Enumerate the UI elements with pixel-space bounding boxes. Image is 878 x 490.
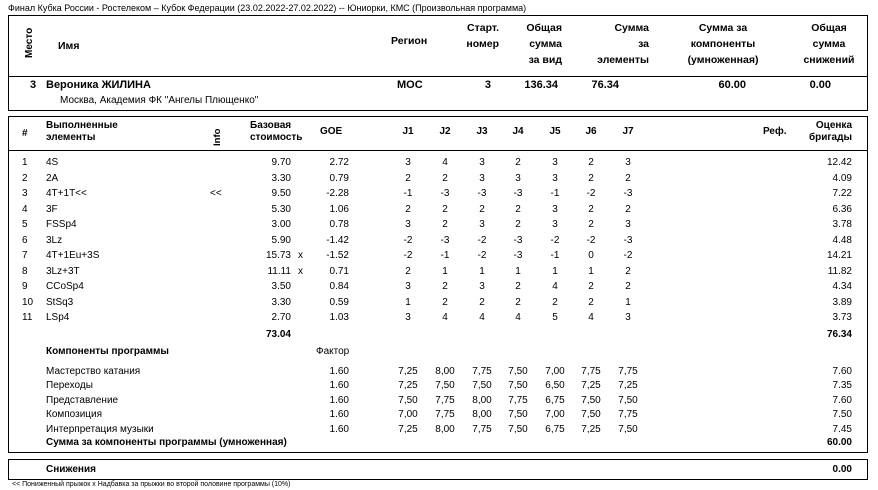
- element-judge-5: 4: [552, 281, 558, 292]
- footnote-text: << Пониженный прыжок x Надбавка за прыжки во второй половине программы (10%): [12, 481, 291, 488]
- element-judge-6: 2: [588, 281, 594, 292]
- element-judge-2: -3: [440, 188, 450, 199]
- element-judge-2: 4: [442, 312, 448, 323]
- component-judge-4: 7,50: [508, 423, 528, 435]
- element-judge-4: 4: [515, 312, 521, 323]
- judge-header-4: J4: [512, 126, 524, 137]
- skater-elements: 76.34: [591, 79, 619, 91]
- element-judge-5: -1: [550, 250, 560, 261]
- element-judge-7: 2: [625, 265, 631, 277]
- element-number: 6: [22, 234, 28, 246]
- element-judge-2: 2: [442, 172, 448, 184]
- element-judge-3: 3: [479, 172, 485, 184]
- element-goe: 2.72: [329, 157, 349, 168]
- skater-deductions: 0.00: [809, 79, 831, 91]
- element-code: FSSp4: [46, 219, 77, 230]
- component-name: Мастерство катания: [46, 366, 141, 377]
- element-row: [0, 264, 878, 279]
- element-judge-2: -1: [440, 250, 450, 261]
- components-total: 60.00: [826, 437, 852, 448]
- component-judge-2: 8,00: [435, 423, 455, 435]
- element-panel-score: 3.89: [832, 296, 852, 308]
- element-judge-6: -2: [586, 188, 596, 199]
- element-judge-1: 1: [405, 296, 411, 308]
- element-row: [0, 186, 878, 201]
- element-base-value: 5.90: [271, 234, 291, 246]
- element-judge-4: -3: [513, 188, 523, 199]
- component-judge-3: 8,00: [472, 394, 492, 406]
- element-base-value: 9.50: [271, 188, 291, 199]
- element-judge-4: -3: [513, 234, 523, 246]
- element-number: 7: [22, 250, 28, 261]
- element-judge-4: 2: [515, 157, 521, 168]
- skater-total: 136.34: [524, 79, 558, 91]
- element-judge-6: 2: [588, 296, 594, 308]
- name-label: Имя: [58, 40, 80, 52]
- element-judge-1: 3: [405, 219, 411, 230]
- col-elements: Выполненные элементы: [46, 120, 118, 143]
- element-goe: -1.52: [326, 250, 349, 261]
- element-row: [0, 248, 878, 263]
- element-judge-7: 3: [625, 312, 631, 323]
- skater-club: Москва, Академия ФК "Ангелы Плющенко": [60, 95, 259, 106]
- element-row: [0, 217, 878, 232]
- element-panel-score: 14.21: [826, 250, 852, 261]
- element-judge-3: 4: [479, 312, 485, 323]
- element-judge-5: 3: [552, 219, 558, 230]
- element-base-value: 3.50: [271, 281, 291, 292]
- element-judge-7: 3: [625, 219, 631, 230]
- element-judge-6: 0: [588, 250, 594, 261]
- elements-score-total: 76.34: [826, 329, 852, 340]
- element-panel-score: 4.34: [832, 281, 852, 292]
- component-judge-5: 6,75: [545, 394, 565, 406]
- element-panel-score: 3.78: [832, 219, 852, 230]
- component-judge-2: 7,50: [435, 380, 455, 392]
- component-judge-6: 7,75: [581, 366, 601, 377]
- element-goe: 0.84: [329, 281, 349, 292]
- element-judge-1: 2: [405, 203, 411, 215]
- component-score: 7.35: [832, 380, 852, 392]
- element-judge-5: -2: [550, 234, 560, 246]
- component-row: [0, 393, 878, 408]
- element-base-value: 15.73: [265, 250, 291, 261]
- element-number: 1: [22, 157, 28, 168]
- element-judge-5: 3: [552, 203, 558, 215]
- deductions-sum-label: Общая сумма снижений: [803, 22, 855, 66]
- element-code: 3Lz: [46, 234, 63, 246]
- element-row: [0, 171, 878, 186]
- element-judge-2: -3: [440, 234, 450, 246]
- element-judge-7: 1: [625, 296, 631, 308]
- element-judge-7: 2: [625, 172, 631, 184]
- component-factor: 1.60: [329, 394, 349, 406]
- element-judge-2: 2: [442, 281, 448, 292]
- element-number: 11: [22, 312, 33, 323]
- element-panel-score: 4.09: [832, 172, 852, 184]
- component-judge-1: 7,25: [398, 380, 418, 392]
- component-name: Интерпретация музыки: [46, 423, 154, 435]
- judge-header-7: J7: [622, 126, 634, 137]
- start-label: Старт. номер: [466, 22, 499, 50]
- component-score: 7.60: [832, 366, 852, 377]
- component-judge-7: 7,75: [618, 409, 638, 421]
- element-judge-1: -1: [403, 188, 413, 199]
- component-judge-5: 6,50: [545, 380, 565, 392]
- components-sum-label: Сумма за компоненты (умноженная): [687, 22, 759, 66]
- element-code: 3Lz+3T: [46, 265, 80, 277]
- judge-header-1: J1: [402, 126, 414, 137]
- col-goe: GOE: [320, 126, 343, 137]
- col-panel: Оценка бригады: [808, 120, 852, 143]
- component-judge-7: 7,50: [618, 423, 638, 435]
- col-info: Info: [212, 128, 223, 146]
- deductions-value: 0.00: [832, 464, 852, 475]
- element-panel-score: 4.48: [832, 234, 852, 246]
- component-judge-6: 7,50: [581, 394, 601, 406]
- element-code: 2A: [46, 172, 59, 184]
- element-judge-3: 3: [479, 157, 485, 168]
- component-score: 7.50: [832, 409, 852, 421]
- col-base: Базовая стоимость: [250, 120, 303, 143]
- component-name: Композиция: [46, 409, 103, 421]
- element-judge-7: -3: [623, 188, 633, 199]
- element-judge-4: 2: [515, 296, 521, 308]
- element-judge-1: 2: [405, 265, 411, 277]
- element-judge-4: 3: [515, 172, 521, 184]
- element-bonus-mark: x: [298, 265, 303, 277]
- component-score: 7.45: [832, 423, 852, 435]
- component-row: [0, 378, 878, 393]
- element-judge-3: 3: [479, 219, 485, 230]
- component-judge-2: 7,75: [435, 394, 455, 406]
- element-row: [0, 279, 878, 294]
- element-judge-6: 2: [588, 219, 594, 230]
- element-judge-1: 3: [405, 312, 411, 323]
- event-title: Финал Кубка России - Ростелеком – Кубок Федерации (23.02.2022-27.02.2022) -- Юниорки, КМС (Произвольная программа): [8, 3, 527, 13]
- element-judge-6: 2: [588, 172, 594, 184]
- element-number: 10: [22, 296, 34, 308]
- element-judge-3: -2: [477, 250, 487, 261]
- component-name: Представление: [46, 394, 119, 406]
- element-judge-1: 2: [405, 172, 411, 184]
- judge-header-5: J5: [549, 126, 561, 137]
- element-judge-2: 4: [442, 157, 448, 168]
- element-goe: 0.78: [329, 219, 349, 230]
- component-judge-5: 7,00: [545, 366, 565, 377]
- element-judge-2: 2: [442, 203, 448, 215]
- element-judge-2: 1: [442, 265, 448, 277]
- rank-label: Место: [24, 27, 35, 58]
- element-judge-5: 1: [552, 265, 558, 277]
- element-number: 8: [22, 265, 28, 277]
- component-judge-3: 7,50: [472, 380, 492, 392]
- component-judge-6: 7,25: [581, 423, 601, 435]
- component-judge-7: 7,50: [618, 394, 638, 406]
- component-judge-5: 6,75: [545, 423, 565, 435]
- component-judge-6: 7,25: [581, 380, 601, 392]
- element-judge-4: -3: [513, 250, 523, 261]
- component-score: 7.60: [832, 394, 852, 406]
- element-panel-score: 12.42: [826, 157, 852, 168]
- element-base-value: 11.11: [267, 265, 291, 277]
- element-code: 4T+1T<<: [46, 188, 87, 199]
- component-judge-1: 7,50: [398, 394, 418, 406]
- element-goe: -2.28: [326, 188, 349, 199]
- element-code: LSp4: [46, 312, 70, 323]
- component-judge-7: 7,25: [618, 380, 638, 392]
- element-judge-5: 3: [552, 172, 558, 184]
- skater-rank: 3: [30, 79, 37, 91]
- element-number: 3: [22, 188, 28, 199]
- judge-header-3: J3: [476, 126, 488, 137]
- element-panel-score: 6.36: [832, 203, 852, 215]
- element-judge-3: -3: [477, 188, 487, 199]
- base-total: 73.04: [265, 329, 291, 340]
- element-goe: 1.03: [329, 312, 349, 323]
- element-number: 2: [22, 172, 28, 184]
- element-judge-6: 2: [588, 157, 594, 168]
- element-base-value: 3.30: [271, 296, 291, 308]
- element-judge-7: -3: [623, 234, 633, 246]
- element-number: 9: [22, 281, 28, 292]
- element-base-value: 9.70: [271, 157, 291, 168]
- element-row: [0, 295, 878, 310]
- component-judge-3: 7,75: [472, 423, 492, 435]
- component-judge-4: 7,75: [508, 394, 528, 406]
- element-judge-1: 3: [405, 281, 411, 292]
- component-factor: 1.60: [329, 380, 349, 392]
- factor-label: Фактор: [316, 346, 350, 357]
- component-judge-3: 8,00: [472, 409, 492, 421]
- component-judge-7: 7,75: [618, 366, 638, 377]
- element-judge-5: 3: [552, 157, 558, 168]
- element-judge-6: 4: [588, 312, 594, 323]
- component-row: [0, 422, 878, 437]
- element-row: [0, 155, 878, 170]
- deductions-label: Снижения: [46, 464, 96, 475]
- elements-sum-label: Сумма за элементы: [597, 22, 649, 66]
- judge-header-6: J6: [585, 126, 597, 137]
- element-judge-5: -1: [550, 188, 560, 199]
- component-judge-2: 7,75: [435, 409, 455, 421]
- element-judge-3: 1: [479, 265, 485, 277]
- element-judge-7: 3: [625, 157, 631, 168]
- col-num: #: [22, 128, 28, 139]
- component-judge-4: 7,50: [508, 366, 528, 377]
- deductions-box: [8, 459, 868, 480]
- element-judge-4: 1: [515, 265, 521, 277]
- component-judge-1: 7,25: [398, 366, 418, 377]
- components-title: Компоненты программы: [46, 346, 169, 357]
- judge-header-2: J2: [439, 126, 451, 137]
- total-label: Общая сумма за вид: [526, 22, 562, 66]
- element-judge-6: -2: [586, 234, 596, 246]
- element-judge-3: -2: [477, 234, 487, 246]
- skater-name: Вероника ЖИЛИНА: [46, 79, 151, 91]
- element-base-value: 5.30: [271, 203, 291, 215]
- component-judge-5: 7,00: [545, 409, 565, 421]
- element-judge-7: 2: [625, 203, 631, 215]
- element-judge-1: 3: [405, 157, 411, 168]
- element-row: [0, 233, 878, 248]
- element-number: 4: [22, 203, 28, 215]
- element-judge-2: 2: [442, 296, 448, 308]
- element-panel-score: 7.22: [832, 188, 852, 199]
- element-goe: 0.59: [329, 296, 349, 308]
- region-label: Регион: [391, 35, 428, 47]
- element-code: CCoSp4: [46, 281, 84, 292]
- element-judge-4: 2: [515, 281, 521, 292]
- component-name: Переходы: [46, 380, 93, 392]
- element-code: 3F: [46, 203, 58, 215]
- element-judge-5: 5: [552, 312, 558, 323]
- element-judge-3: 2: [479, 296, 485, 308]
- element-goe: 0.79: [329, 172, 349, 184]
- component-judge-4: 7,50: [508, 380, 528, 392]
- element-judge-4: 2: [515, 219, 521, 230]
- element-info: <<: [210, 188, 222, 199]
- element-code: StSq3: [46, 296, 74, 308]
- element-judge-2: 2: [442, 219, 448, 230]
- element-judge-7: 2: [625, 281, 631, 292]
- element-judge-1: -2: [403, 250, 413, 261]
- element-code: 4S: [46, 157, 59, 168]
- element-judge-1: -2: [403, 234, 413, 246]
- component-factor: 1.60: [329, 423, 349, 435]
- element-judge-5: 2: [552, 296, 558, 308]
- element-judge-6: 1: [588, 265, 594, 277]
- component-factor: 1.60: [329, 366, 349, 377]
- component-judge-4: 7,50: [508, 409, 528, 421]
- element-panel-score: 11.82: [827, 265, 852, 277]
- element-judge-6: 2: [588, 203, 594, 215]
- element-base-value: 3.30: [271, 172, 291, 184]
- components-total-label: Сумма за компоненты программы (умноженная): [46, 437, 287, 448]
- element-goe: -1.42: [326, 234, 349, 246]
- element-row: [0, 310, 878, 325]
- component-row: [0, 407, 878, 422]
- element-judge-7: -2: [623, 250, 633, 261]
- element-judge-4: 2: [515, 203, 521, 215]
- element-goe: 1.06: [329, 203, 349, 215]
- element-bonus-mark: x: [298, 250, 303, 261]
- element-number: 5: [22, 219, 28, 230]
- element-base-value: 3.00: [271, 219, 291, 230]
- skater-region: МОС: [397, 79, 423, 91]
- component-row: [0, 364, 878, 379]
- component-judge-1: 7,00: [398, 409, 418, 421]
- element-row: [0, 202, 878, 217]
- col-ref: Реф.: [763, 126, 787, 137]
- component-judge-1: 7,25: [398, 423, 418, 435]
- element-judge-3: 3: [479, 281, 485, 292]
- element-base-value: 2.70: [271, 312, 291, 323]
- skater-components: 60.00: [718, 79, 746, 91]
- element-goe: 0.71: [329, 265, 349, 277]
- component-judge-2: 8,00: [435, 366, 455, 377]
- element-panel-score: 3.73: [832, 312, 852, 323]
- component-judge-3: 7,75: [472, 366, 492, 377]
- component-judge-6: 7,50: [581, 409, 601, 421]
- skater-start-no: 3: [484, 79, 491, 91]
- element-judge-3: 2: [479, 203, 485, 215]
- component-factor: 1.60: [329, 409, 349, 421]
- element-code: 4T+1Eu+3S: [46, 250, 100, 261]
